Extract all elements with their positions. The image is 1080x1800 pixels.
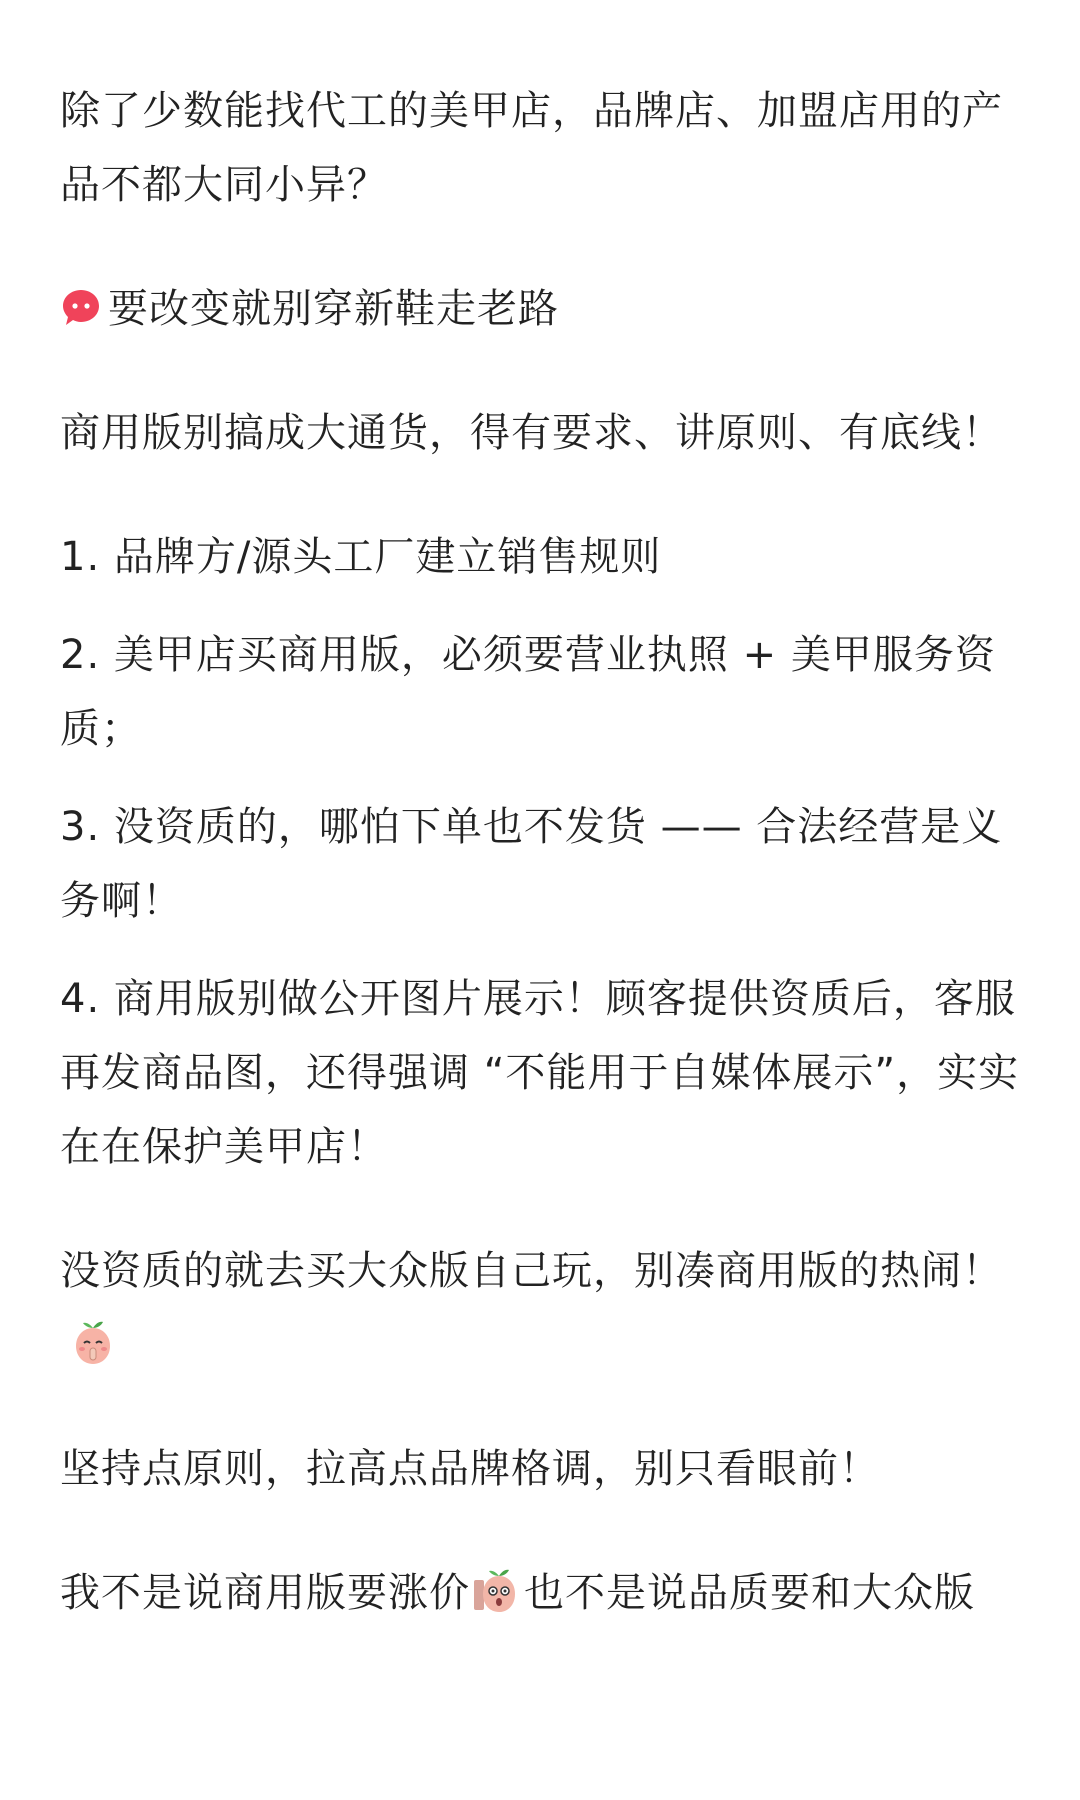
shocked-peach-emoji-icon xyxy=(472,1566,522,1616)
price-text-b: 也不是说品质要和大众版 xyxy=(524,1570,975,1616)
list-item-4: 4. 商用版别做公开图片展示！顾客提供资质后，客服再发商品图，还得强调 “不能用于自媒体展示”，实实在在保护美甲店！ xyxy=(60,976,1020,1170)
list-item-2: 2. 美甲店买商用版，必须要营业执照 + 美甲服务资质； xyxy=(60,632,996,752)
paragraph-highlight xyxy=(60,272,1020,346)
highlight-text: 要改变就别穿新鞋走老路 xyxy=(108,286,559,332)
paragraph-price xyxy=(60,1556,1020,1630)
no-qualification-text: 没资质的就去买大众版自己玩，别凑商用版的热闹！ xyxy=(60,1248,1003,1294)
price-text-a: 我不是说商用版要涨价 xyxy=(60,1570,470,1616)
paragraph-intro: 除了少数能找代工的美甲店，品牌店、加盟店用的产品不都大同小异？ xyxy=(60,88,1003,208)
paragraph-no-qualification xyxy=(60,1234,1020,1382)
list-item-1: 1. 品牌方/源头工厂建立销售规则 xyxy=(60,534,662,580)
shush-peach-emoji-icon xyxy=(68,1318,118,1368)
paragraph-principle: 商用版别搞成大通货，得有要求、讲原则、有底线！ xyxy=(60,410,1003,456)
paragraph-brand: 坚持点原则，拉高点品牌格调，别只看眼前！ xyxy=(60,1446,880,1492)
list-item-3: 3. 没资质的，哪怕下单也不发货 —— 合法经营是义务啊！ xyxy=(60,804,1003,924)
red-speech-bubble-icon xyxy=(60,279,102,321)
